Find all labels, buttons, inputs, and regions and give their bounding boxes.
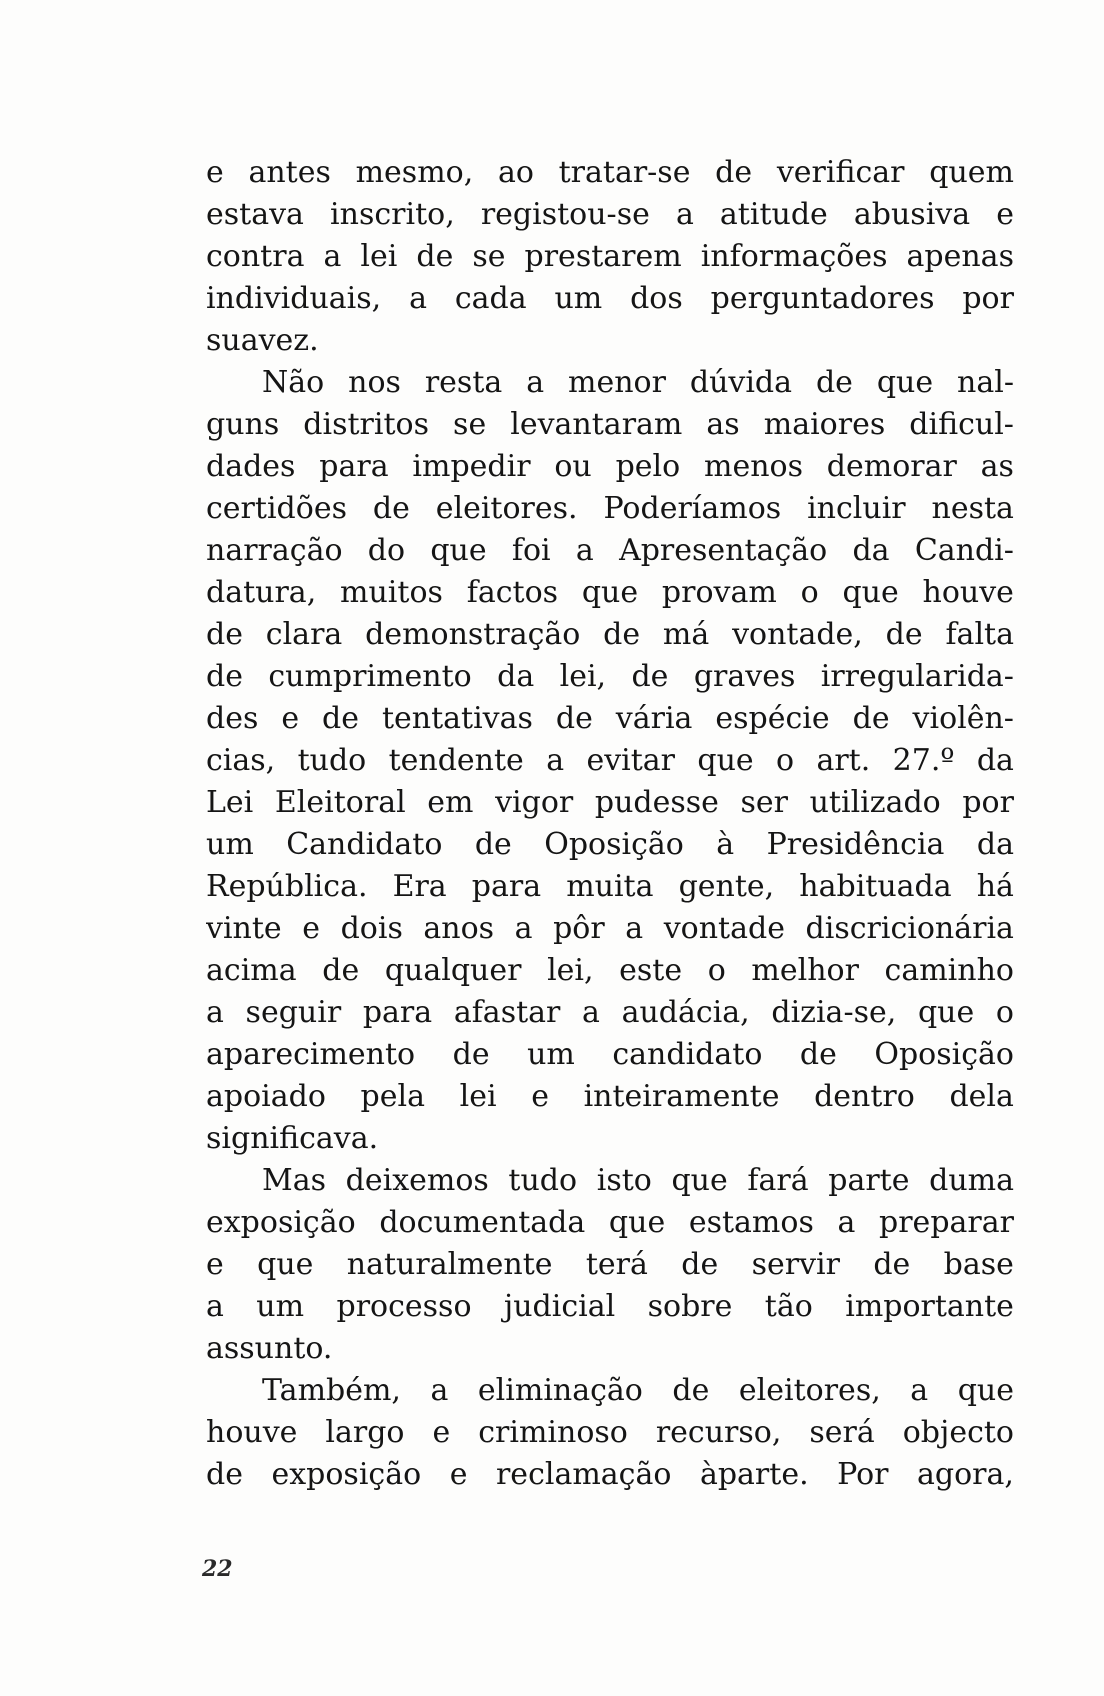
text-line: assunto.	[206, 1331, 333, 1366]
body-text	[206, 152, 1014, 1496]
text-line: narração do que foi a Apresentação da Candi-	[206, 533, 1014, 568]
text-line: dades para impedir ou pelo menos demorar as	[206, 449, 1014, 484]
paragraph	[206, 1160, 1014, 1370]
text-line: de exposição e reclamação àparte. Por agora,	[206, 1457, 1014, 1492]
text-line: des e de tentativas de vária espécie de violên-	[206, 701, 1014, 736]
text-line: individuais, a cada um dos perguntadores por	[206, 281, 1014, 316]
text-line: um Candidato de Oposição à Presidência da	[206, 827, 1014, 862]
paragraph	[206, 152, 1014, 362]
text-line: Lei Eleitoral em vigor pudesse ser utilizado por	[206, 785, 1014, 820]
text-line: de clara demonstração de má vontade, de falta	[206, 617, 1014, 652]
text-line: República. Era para muita gente, habituada há	[206, 869, 1014, 904]
page-number: 22	[202, 1556, 233, 1582]
text-line: estava inscrito, registou-se a atitude abusiva e	[206, 197, 1014, 232]
text-line: significava.	[206, 1121, 379, 1156]
text-line: exposição documentada que estamos a preparar	[206, 1205, 1014, 1240]
text-line: vinte e dois anos a pôr a vontade discricionária	[206, 911, 1014, 946]
text-line: Mas deixemos tudo isto que fará parte duma	[262, 1163, 1014, 1198]
text-line: guns distritos se levantaram as maiores dificul-	[206, 407, 1014, 442]
text-line: e antes mesmo, ao tratar-se de verificar quem	[206, 155, 1014, 190]
text-line: e que naturalmente terá de servir de base	[206, 1247, 1014, 1282]
text-line: a um processo judicial sobre tão importante	[206, 1289, 1014, 1324]
text-line: a seguir para afastar a audácia, dizia-se, que o	[206, 995, 1014, 1030]
text-line: Também, a eliminação de eleitores, a que	[262, 1373, 1014, 1408]
text-line: datura, muitos factos que provam o que houve	[206, 575, 1014, 610]
text-line: acima de qualquer lei, este o melhor caminho	[206, 953, 1014, 988]
text-line: certidões de eleitores. Poderíamos incluir nesta	[206, 491, 1014, 526]
text-line: contra a lei de se prestarem informações apenas	[206, 239, 1014, 274]
paragraph	[206, 1370, 1014, 1496]
text-line: aparecimento de um candidato de Oposição	[206, 1037, 1014, 1072]
text-line: cias, tudo tendente a evitar que o art. 27.º da	[206, 743, 1014, 778]
text-line: apoiado pela lei e inteiramente dentro dela	[206, 1079, 1014, 1114]
text-line: sua vez.	[206, 323, 319, 358]
text-line: de cumprimento da lei, de graves irregularida-	[206, 659, 1014, 694]
text-line: Não nos resta a menor dúvida de que nal-	[262, 365, 1014, 400]
paragraph	[206, 362, 1014, 1160]
text-line: houve largo e criminoso recurso, será objecto	[206, 1415, 1014, 1450]
